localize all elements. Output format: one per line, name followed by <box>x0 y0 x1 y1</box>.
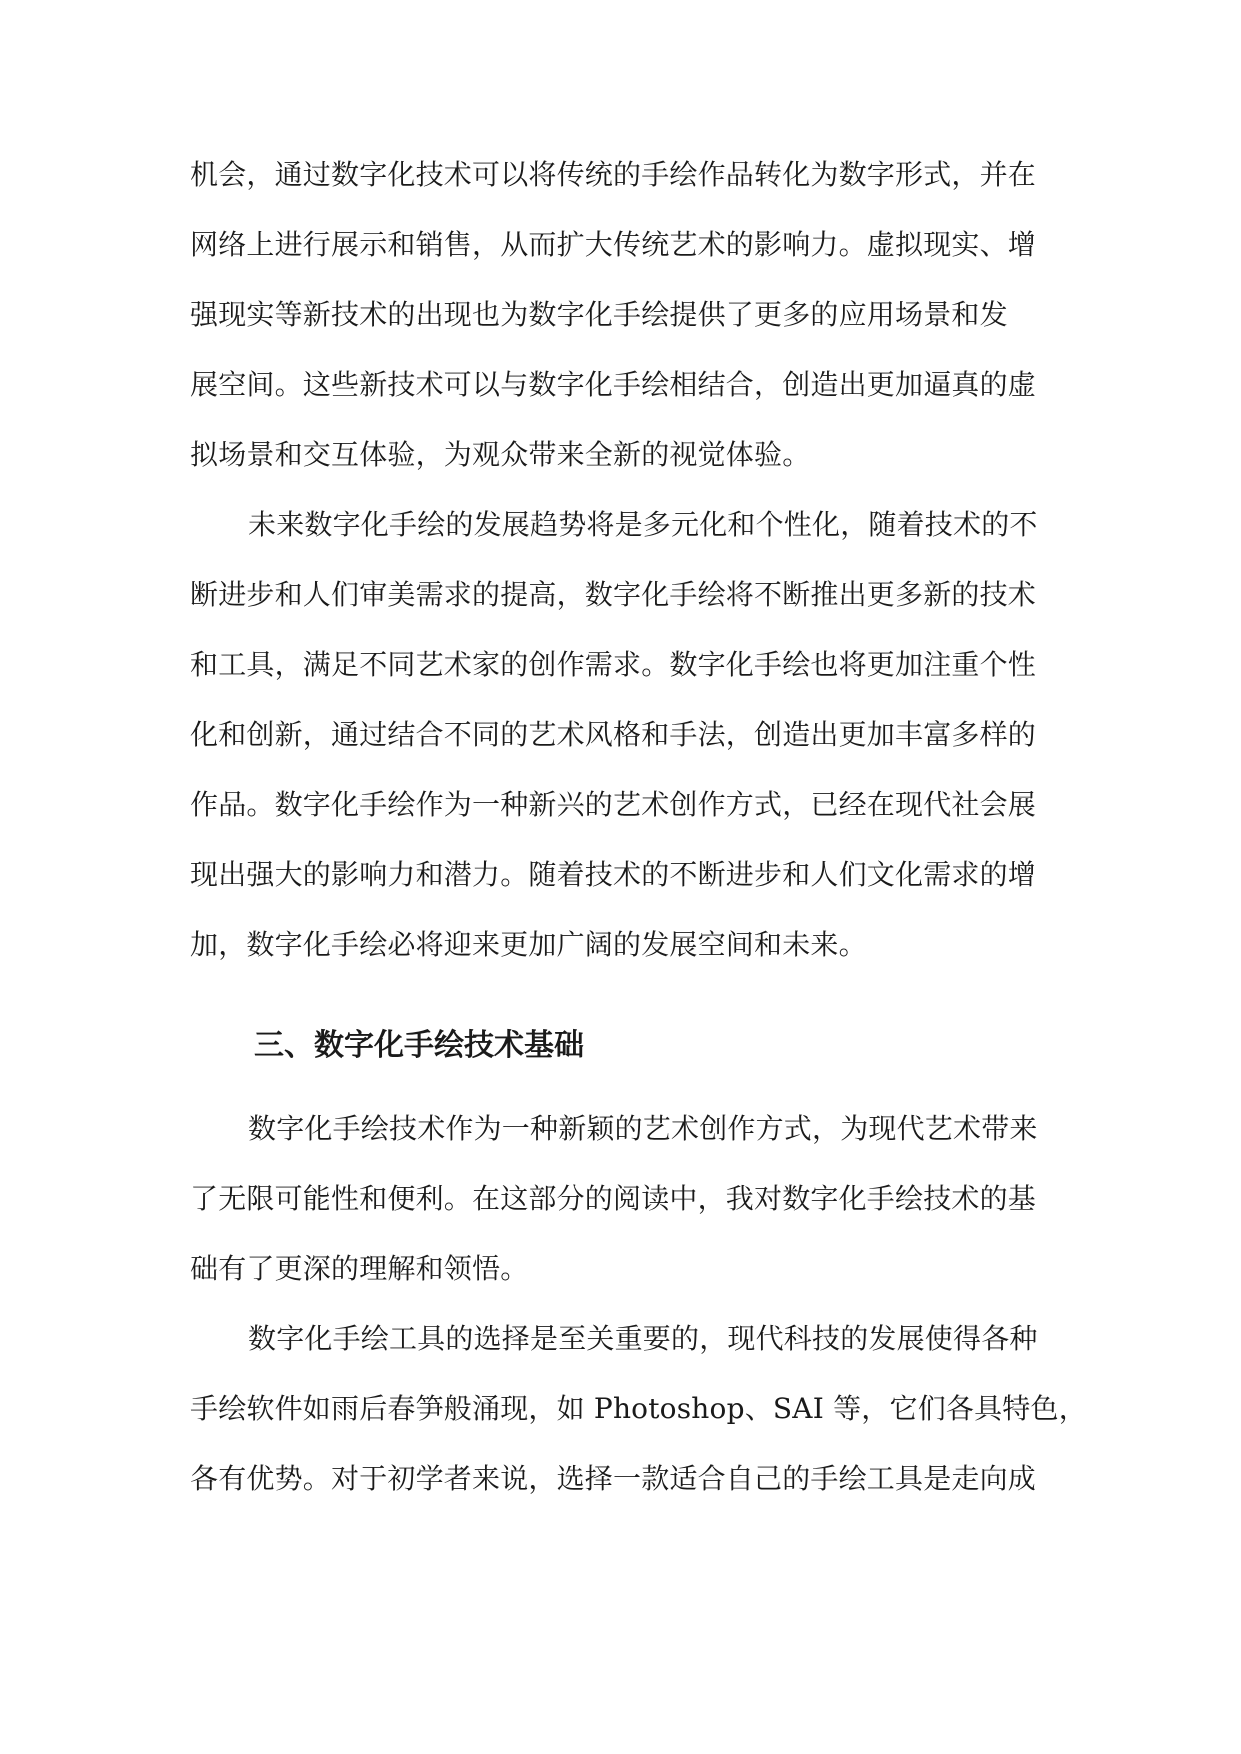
text-line: 加，数字化手绘必将迎来更加广阔的发展空间和未来。 <box>190 928 867 961</box>
text-line: 数字化手绘工具的选择是至关重要的，现代科技的发展使得各种 <box>248 1322 1038 1355</box>
text-line: 手绘软件如雨后春笋般涌现，如 Photoshop、SAI 等，它们各具特色， <box>190 1392 1087 1425</box>
text-line: 网络上进行展示和销售，从而扩大传统艺术的影响力。虚拟现实、增 <box>190 228 1037 261</box>
text-line: 作品。数字化手绘作为一种新兴的艺术创作方式，已经在现代社会展 <box>190 788 1037 821</box>
paragraph-continuation <box>190 140 1050 490</box>
paragraph-tools <box>190 1304 1087 1514</box>
section-heading: 三、数字化手绘技术基础 <box>254 1028 584 1063</box>
text-line: 机会，通过数字化技术可以将传统的手绘作品转化为数字形式，并在 <box>190 158 1037 191</box>
text-line: 强现实等新技术的出现也为数字化手绘提供了更多的应用场景和发 <box>190 298 1008 331</box>
text-line: 和工具，满足不同艺术家的创作需求。数字化手绘也将更加注重个性 <box>190 648 1037 681</box>
document-body <box>190 140 1087 1514</box>
paragraph-intro <box>190 1094 1050 1304</box>
text-line: 础有了更深的理解和领悟。 <box>190 1252 529 1285</box>
text-line: 数字化手绘技术作为一种新颖的艺术创作方式，为现代艺术带来 <box>248 1112 1038 1145</box>
text-line: 各有优势。对于初学者来说，选择一款适合自己的手绘工具是走向成 <box>190 1462 1037 1495</box>
paragraph-future-trends <box>190 490 1050 980</box>
text-line: 断进步和人们审美需求的提高，数字化手绘将不断推出更多新的技术 <box>190 578 1037 611</box>
text-line: 未来数字化手绘的发展趋势将是多元化和个性化，随着技术的不 <box>248 508 1038 541</box>
text-line: 了无限可能性和便利。在这部分的阅读中，我对数字化手绘技术的基 <box>190 1182 1037 1215</box>
text-line: 现出强大的影响力和潜力。随着技术的不断进步和人们文化需求的增 <box>190 858 1037 891</box>
text-line: 展空间。这些新技术可以与数字化手绘相结合，创造出更加逼真的虚 <box>190 368 1037 401</box>
text-line: 化和创新，通过结合不同的艺术风格和手法，创造出更加丰富多样的 <box>190 718 1037 751</box>
text-line: 拟场景和交互体验，为观众带来全新的视觉体验。 <box>190 438 811 471</box>
